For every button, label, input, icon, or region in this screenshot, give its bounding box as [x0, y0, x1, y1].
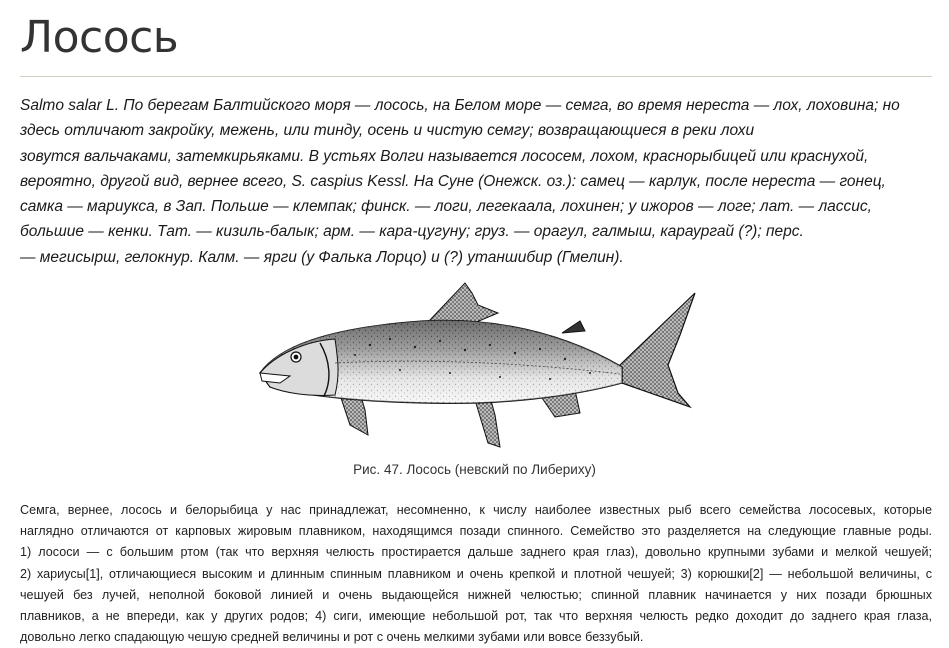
body-line: 1) лососи — с большим ртом (так что верхняя челюсть простирается дальше заднего края глаз), довольно крупными зубами и мелкой чешуей;	[20, 545, 932, 560]
body-line: довольно легко спадающую чешую средней величины и рот с очень мелкими зубами или вовсе беззубый.	[20, 630, 644, 645]
intro-line: зовутся вальчаками, затемкирьяками. В устьях Волги называется лососем, лохом, краснорыбицей или краснухой,	[20, 147, 869, 165]
intro-line: — мегисырш, гелокнур. Калм. — ярги (у Фалька Лорцо) и (?) утаншибир (Гмелин).	[20, 248, 624, 266]
intro-paragraph	[20, 93, 932, 270]
body-line: чешуей без лучей, неполной боковой линией и очень выдающейся нижней челюстью; спинной плавник начинается у них позади брюшных	[20, 587, 932, 602]
intro-line: вероятно, другой вид, вернее всего, S. caspius Kessl. На Суне (Онежск. оз.): самец — карлук, после нереста — гонец,	[20, 172, 886, 190]
body-paragraph	[20, 500, 932, 648]
intro-line: здесь отличают закройку, межень, или тинду, осень и чистую семгу; возвращающиеся в реки лохи	[20, 122, 755, 140]
tail-fin	[620, 293, 695, 407]
body-line: плавников, а не впереди, как у других родов; 4) сиги, имеющие небольшой рот, так что верхняя челюсть редко доходит до заднего края глаза,	[20, 609, 932, 624]
page-title: Лосось	[20, 12, 179, 63]
body-line: 2) хариусы[1], отличающиеся высоким и длинным спинным плавником и очень крепкой и плотной чешуей; 3) корюшки[2] — небольшой величины, с	[20, 566, 932, 581]
intro-line: большие — кенки. Тат. — кизиль-балык; арм. — кара-цугуну; груз. — орагул, галмыш, караургай (?); перс.	[20, 223, 804, 241]
intro-line: Salmo salar L. По берегам Балтийского моря — лосось, на Белом море — семга, во время нереста — лох, лоховина; но	[20, 97, 900, 114]
body-line: Семга, вернее, лосось и белорыбица у нас принадлежат, несомненно, к числу наиболее известных рыб всего семейства лососевых, которые	[20, 503, 932, 517]
body-line: наглядно отличаются от карповых жировым плавником, находящимся позади спинного. Семейство это разделяется на следующие главные роды.	[20, 524, 932, 539]
figure-caption: Рис. 47. Лосось (невский по Либериху)	[353, 462, 596, 477]
salmon-illustration	[250, 275, 700, 455]
title-divider	[20, 76, 932, 77]
intro-line: самка — мариукса, в Зап. Польше — клемпак; финск. — логи, легекаала, лохинен; у ижоров — логе; лат. — лассис,	[20, 198, 872, 216]
